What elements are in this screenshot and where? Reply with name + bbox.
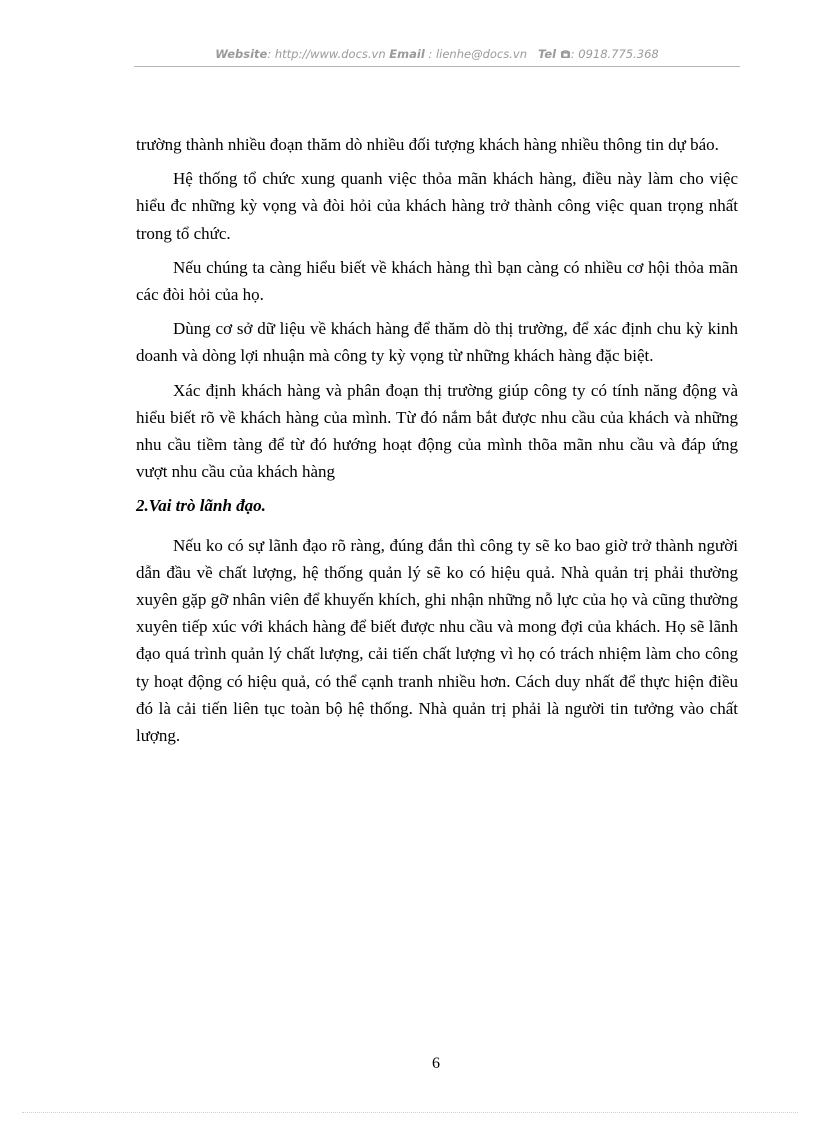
paragraph-3: Nếu chúng ta càng hiểu biết về khách hàng thì bạn càng có nhiều cơ hội thỏa mãn các đòi hỏi của họ.: [136, 257, 738, 305]
page-number: 6: [432, 1055, 440, 1072]
phone-icon: [560, 47, 571, 61]
paragraph-5: Xác định khách hàng và phân đoạn thị trường giúp công ty có tính năng động và hiểu biết rõ về khách hàng của mình. Từ đó nắm bắt được nhu cầu của khách và những nhu cầu tiềm tàng để từ đó hướng hoạt động của mình thõa mãn nhu cầu và đáp ứng vượt nhu cầu của khách hàng: [136, 380, 738, 482]
paragraph-2: Hệ thống tổ chức xung quanh việc thỏa mãn khách hàng, điều này làm cho việc hiểu đc những kỳ vọng và đòi hỏi của khách hàng trở thành công việc quan trọng nhất trong tổ chức.: [136, 169, 738, 243]
tel-value: : 0918.775.368: [570, 47, 659, 61]
document-body: [136, 131, 738, 756]
tel-label: Tel: [537, 47, 557, 61]
section-paragraph: Nếu ko có sự lãnh đạo rõ ràng, đúng đắn thì công ty sẽ ko bao giờ trở thành người dẫn đầu về chất lượng, hệ thống quản lý sẽ ko có hiệu quả. Nhà quản trị phải thường xuyên gặp gỡ nhân viên để khuyến khích, ghi nhận những nỗ lực của họ và cũng thường xuyên tiếp xúc với khách hàng để biết được nhu cầu và mong đợi của khách. Họ sẽ lãnh đạo quá trình quản lý chất lượng, cải tiến chất lượng vì họ có trách nhiệm làm cho công ty hoạt động có hiệu quả, có thể cạnh tranh nhiều hơn. Cách duy nhất để thực hiện điều đó là cải tiến liên tục toàn bộ hệ thống. Nhà quản trị phải là người tin tưởng vào chất lượng.: [136, 535, 738, 746]
page-header: [134, 47, 740, 61]
website-value: : http://www.docs.vn: [267, 47, 386, 61]
paragraph-1: trường thành nhiều đoạn thăm dò nhiều đối tượng khách hàng nhiều thông tin dự báo.: [136, 135, 719, 154]
section-heading: 2.Vai trò lãnh đạo.: [136, 496, 266, 516]
paragraph-4: Dùng cơ sở dữ liệu về khách hàng để thăm dò thị trường, để xác định chu kỳ kinh doanh và dòng lợi nhuận mà công ty kỳ vọng từ những khách hàng đặc biệt.: [136, 319, 738, 366]
website-label: Website: [215, 47, 268, 61]
header-divider: [134, 66, 740, 67]
email-value: : lienhe@docs.vn: [424, 47, 527, 61]
email-label: Email: [389, 47, 425, 61]
footer-divider: [22, 1112, 798, 1113]
